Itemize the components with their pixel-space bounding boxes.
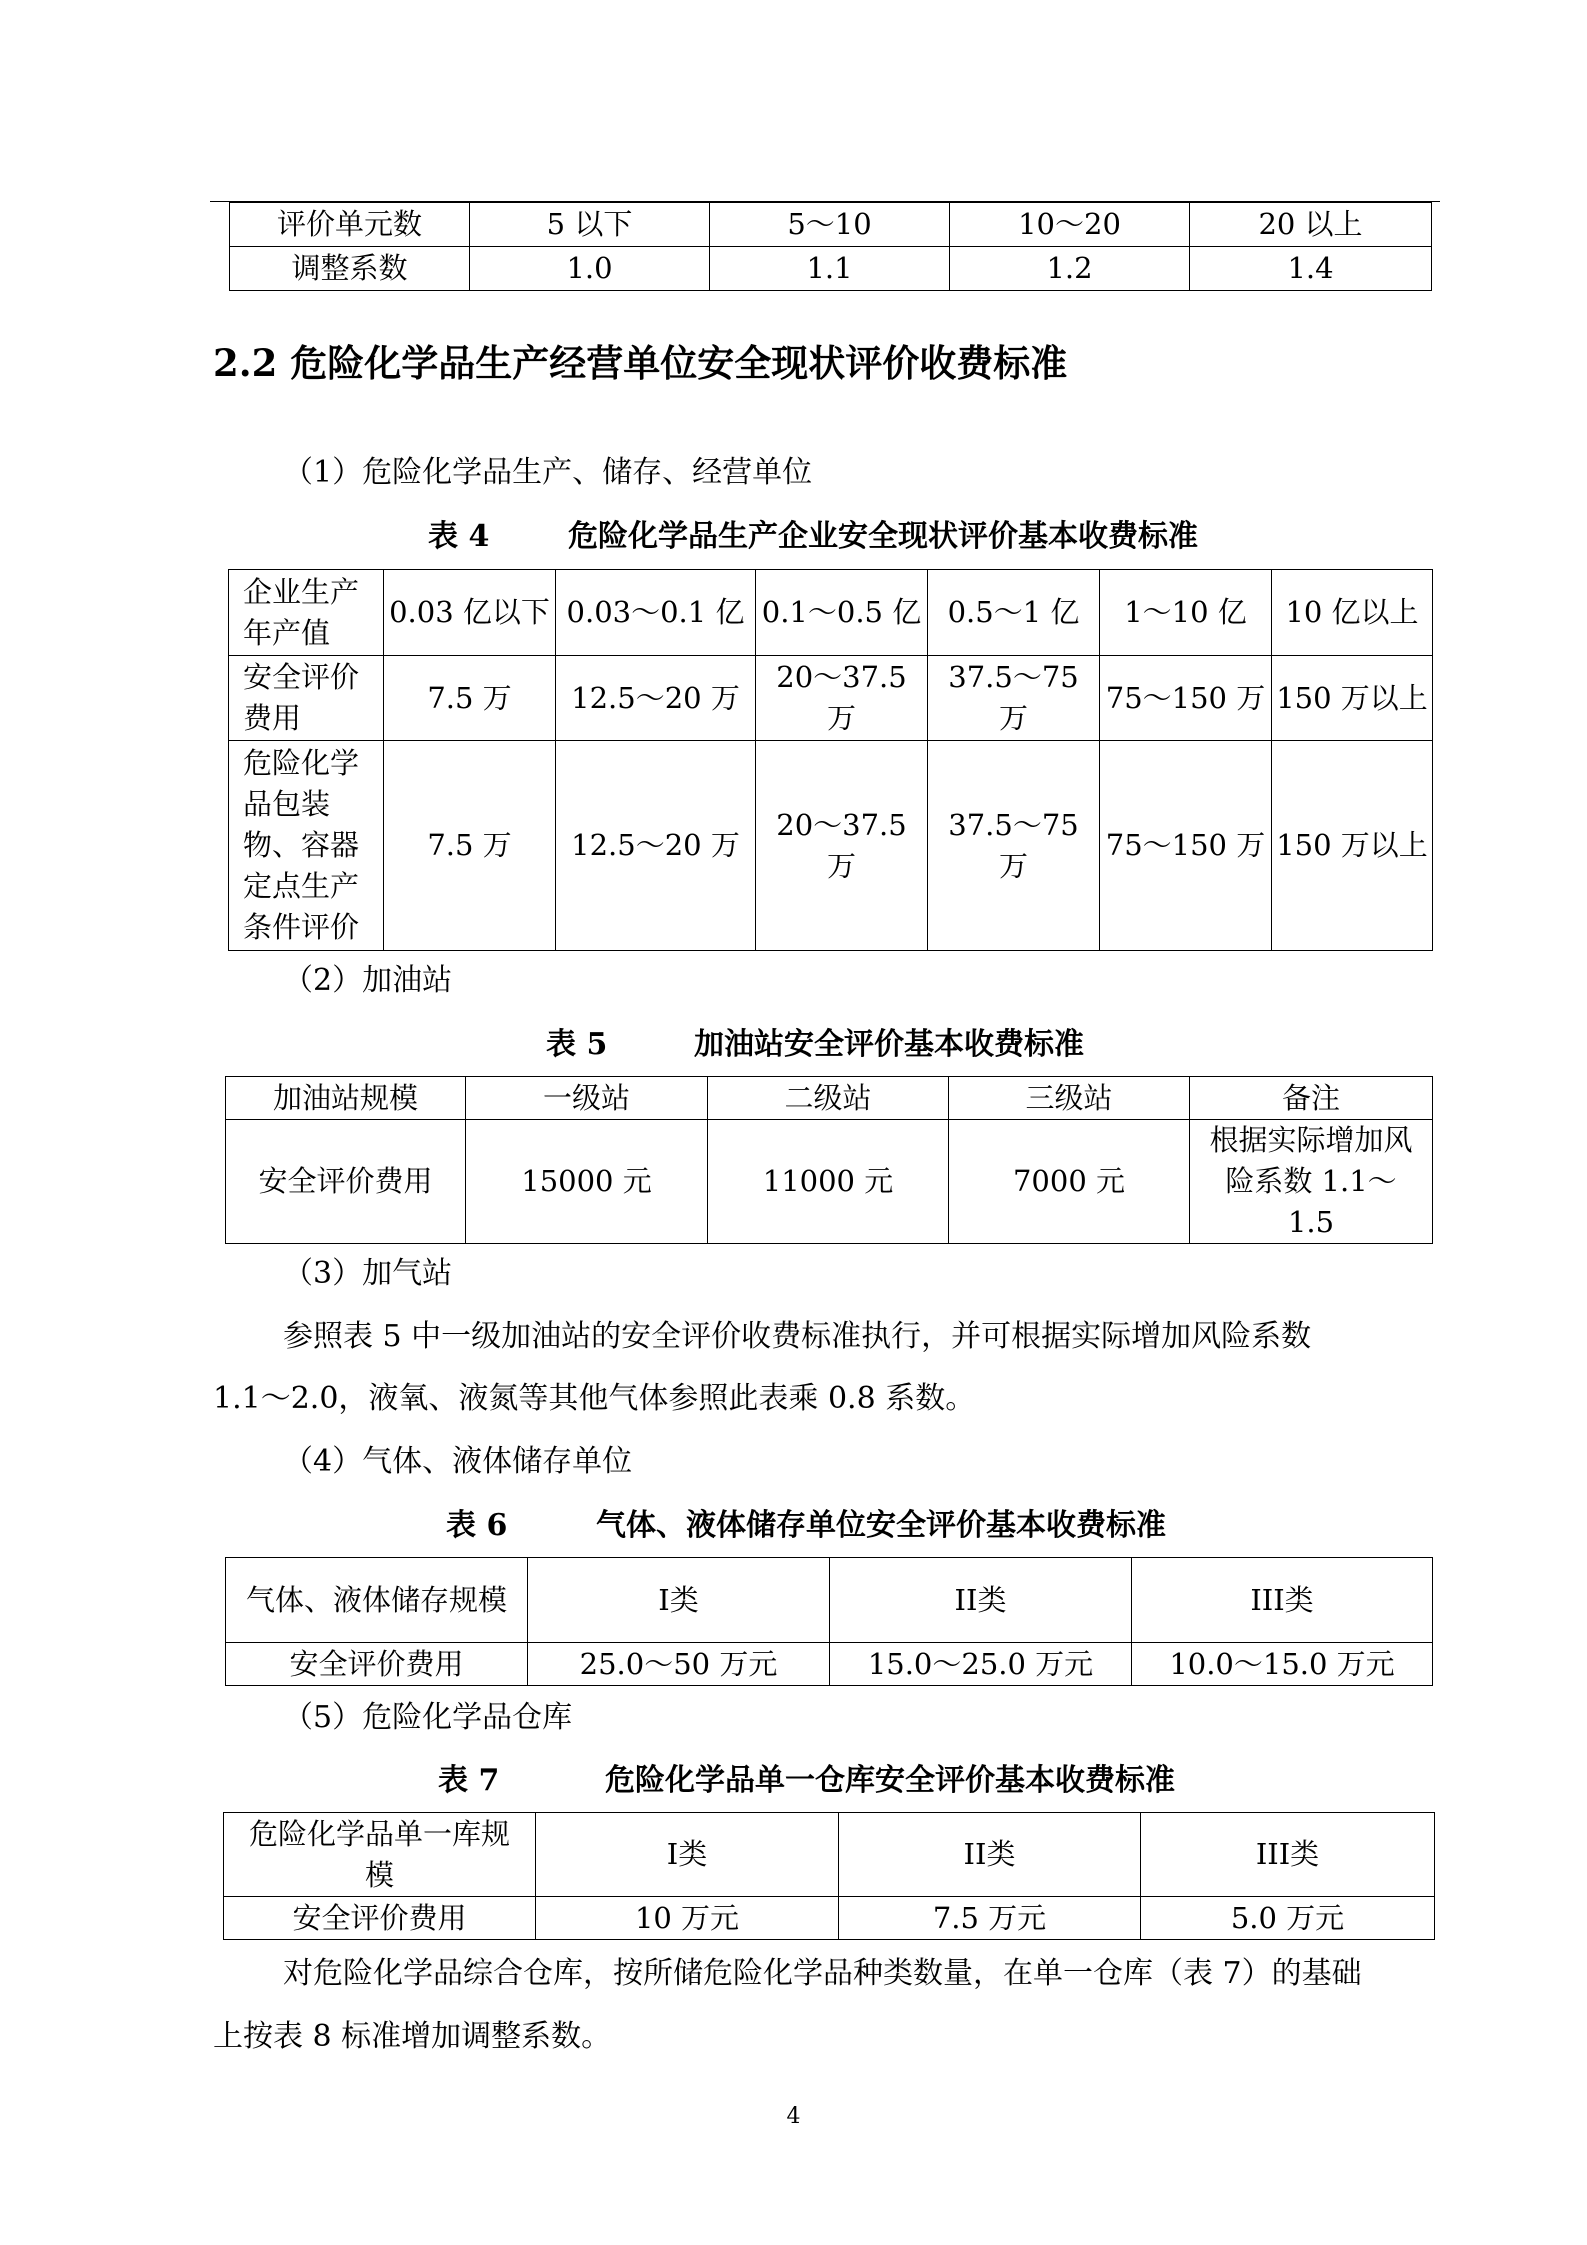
- table-7-warehouse: [223, 1812, 1435, 1940]
- table-cell: 0.03 亿以下: [384, 570, 556, 656]
- table-cell: 0.1～0.5 亿: [756, 570, 928, 656]
- table-cell: 7.5 万: [384, 656, 556, 741]
- caption-number: 表 6: [446, 1508, 508, 1543]
- table-cell: 一级站: [466, 1077, 708, 1120]
- table-cell: 安全评价费用: [229, 656, 384, 741]
- table-cell: 5 以下: [470, 203, 710, 247]
- table-cell: 12.5～20 万: [556, 741, 756, 951]
- table-cell: 20～37.5 万: [756, 656, 928, 741]
- table-cell: 安全评价费用: [226, 1643, 528, 1686]
- table-row: [224, 1813, 1435, 1897]
- table-row: [226, 1077, 1433, 1120]
- table-cell: 评价单元数: [230, 203, 470, 247]
- table-3-adjustment: [229, 202, 1432, 291]
- table-cell: 15.0～25.0 万元: [830, 1643, 1132, 1686]
- table-row: [224, 1897, 1435, 1940]
- table-cell: 150 万以上: [1272, 656, 1433, 741]
- subsection-title-3: （3）加气站: [283, 1256, 453, 1291]
- table-cell: 气体、液体储存规模: [226, 1558, 528, 1643]
- table-4-caption: [428, 516, 1198, 558]
- table-cell: 20～37.5 万: [756, 741, 928, 951]
- table-cell: 1.1: [710, 247, 950, 291]
- table-row: [226, 1643, 1433, 1686]
- table-cell: 备注: [1190, 1077, 1433, 1120]
- table-row: [229, 570, 1433, 656]
- table-5-gas-station: [225, 1076, 1433, 1244]
- paragraph-line: 参照表 5 中一级加油站的安全评价收费标准执行，并可根据实际增加风险系数: [283, 1319, 1312, 1354]
- paragraph-line: 对危险化学品综合仓库，按所储危险化学品种类数量，在单一仓库（表 7）的基础: [283, 1956, 1362, 1991]
- table-cell: 10 万元: [536, 1897, 839, 1940]
- caption-number: 表 4: [428, 519, 490, 554]
- table-cell: III类: [1141, 1813, 1435, 1897]
- table-4-status-evaluation: [228, 569, 1433, 951]
- table-7-caption: [438, 1760, 1175, 1802]
- caption-title: 气体、液体储存单位安全评价基本收费标准: [596, 1508, 1166, 1543]
- table-cell: 根据实际增加风险系数 1.1～1.5: [1190, 1120, 1433, 1244]
- table-cell: 企业生产年产值: [229, 570, 384, 656]
- caption-title: 加油站安全评价基本收费标准: [694, 1027, 1084, 1062]
- table-cell: 二级站: [708, 1077, 949, 1120]
- table-cell: 20 以上: [1190, 203, 1432, 247]
- caption-number: 表 5: [546, 1027, 608, 1062]
- table-cell: 5.0 万元: [1141, 1897, 1435, 1940]
- paragraph-line: 1.1～2.0，液氧、液氮等其他气体参照此表乘 0.8 系数。: [213, 1381, 976, 1416]
- paragraph-line: 上按表 8 标准增加调整系数。: [213, 2019, 612, 2054]
- caption-title: 危险化学品单一仓库安全评价基本收费标准: [605, 1763, 1175, 1798]
- table-cell: I类: [528, 1558, 830, 1643]
- table-cell: 1～10 亿: [1100, 570, 1272, 656]
- table-row: [229, 741, 1433, 951]
- table-cell: I类: [536, 1813, 839, 1897]
- table-cell: 37.5～75 万: [928, 741, 1100, 951]
- table-row: [229, 656, 1433, 741]
- table-cell: 15000 元: [466, 1120, 708, 1244]
- table-cell: 10.0～15.0 万元: [1132, 1643, 1433, 1686]
- table-6-caption: [446, 1505, 1166, 1547]
- table-row: [226, 1558, 1433, 1643]
- table-cell: II类: [830, 1558, 1132, 1643]
- table-cell: 12.5～20 万: [556, 656, 756, 741]
- table-cell: 三级站: [949, 1077, 1190, 1120]
- table-cell: 危险化学品单一库规模: [224, 1813, 536, 1897]
- table-cell: 安全评价费用: [226, 1120, 466, 1244]
- subsection-title-2: （2）加油站: [283, 963, 453, 998]
- table-cell: 1.0: [470, 247, 710, 291]
- table-cell: 7.5 万元: [839, 1897, 1141, 1940]
- caption-title: 危险化学品生产企业安全现状评价基本收费标准: [568, 519, 1198, 554]
- table-row: [230, 203, 1432, 247]
- table-cell: 10 亿以上: [1272, 570, 1433, 656]
- section-heading: 2.2 危险化学品生产经营单位安全现状评价收费标准: [213, 341, 1068, 385]
- table-cell: III类: [1132, 1558, 1433, 1643]
- table-cell: 75～150 万: [1100, 656, 1272, 741]
- table-row: [226, 1120, 1433, 1244]
- table-cell: 安全评价费用: [224, 1897, 536, 1940]
- table-cell: 0.5～1 亿: [928, 570, 1100, 656]
- subsection-title-5: （5）危险化学品仓库: [283, 1700, 573, 1735]
- table-5-caption: [546, 1024, 1084, 1066]
- table-cell: 危险化学品包装物、容器定点生产条件评价: [229, 741, 384, 951]
- table-cell: 11000 元: [708, 1120, 949, 1244]
- table-cell: 25.0～50 万元: [528, 1643, 830, 1686]
- table-cell: 5～10: [710, 203, 950, 247]
- table-cell: 7000 元: [949, 1120, 1190, 1244]
- table-cell: 0.03～0.1 亿: [556, 570, 756, 656]
- subsection-title-1: （1）危险化学品生产、储存、经营单位: [283, 455, 813, 490]
- table-row: [230, 247, 1432, 291]
- table-cell: 150 万以上: [1272, 741, 1433, 951]
- table-6-storage-units: [225, 1557, 1433, 1686]
- table-cell: 1.2: [950, 247, 1190, 291]
- table-cell: 10～20: [950, 203, 1190, 247]
- table-cell: 37.5～75 万: [928, 656, 1100, 741]
- table-cell: 1.4: [1190, 247, 1432, 291]
- page-number: 4: [786, 2104, 801, 2129]
- table-cell: 7.5 万: [384, 741, 556, 951]
- table-cell: 调整系数: [230, 247, 470, 291]
- subsection-title-4: （4）气体、液体储存单位: [283, 1444, 633, 1479]
- caption-number: 表 7: [438, 1763, 500, 1798]
- table-cell: 加油站规模: [226, 1077, 466, 1120]
- table-cell: 75～150 万: [1100, 741, 1272, 951]
- table-cell: II类: [839, 1813, 1141, 1897]
